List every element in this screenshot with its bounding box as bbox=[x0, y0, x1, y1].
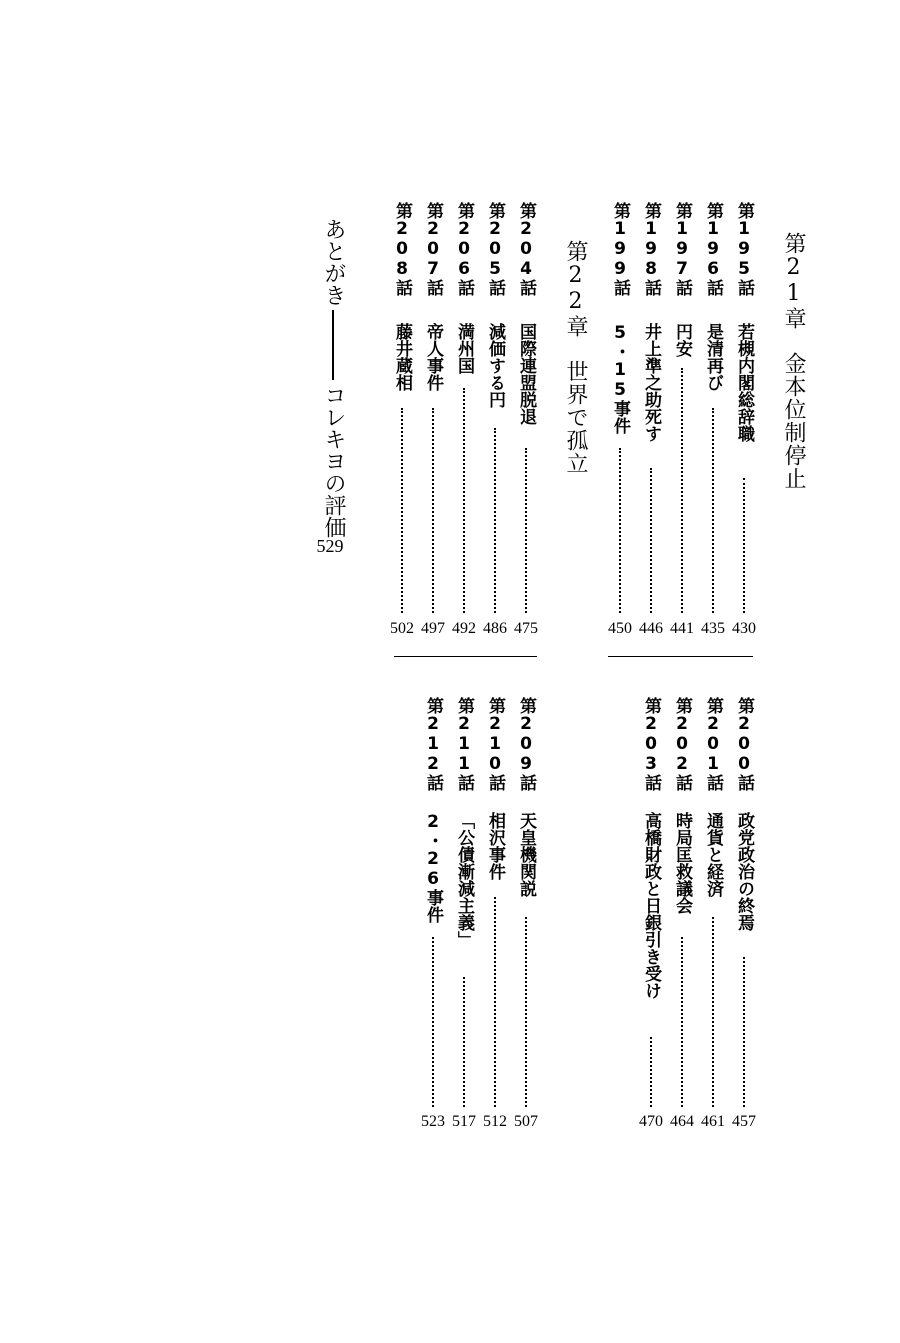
leader-dots bbox=[743, 478, 745, 613]
episode-title: 高橋財政と日銀引き受け bbox=[641, 812, 661, 999]
episode-title: 時局匡救議会 bbox=[672, 812, 692, 914]
leader-dots bbox=[494, 897, 496, 1107]
leader-dots bbox=[681, 368, 683, 613]
page-number: 523 bbox=[421, 1113, 445, 1130]
episode-number: 第195話 bbox=[734, 202, 754, 296]
leader-dots bbox=[432, 937, 434, 1107]
leader-dots bbox=[712, 408, 714, 613]
leader-dots bbox=[681, 937, 683, 1107]
leader-dots bbox=[712, 917, 714, 1107]
afterword-label: あとがき bbox=[321, 218, 346, 306]
episode-title: 通貨と経済 bbox=[703, 812, 723, 897]
afterword-title bbox=[318, 218, 349, 538]
episode-number: 第200話 bbox=[734, 697, 754, 791]
episode-title: 帝人事件 bbox=[423, 323, 443, 391]
afterword-page-number: 529 bbox=[316, 536, 344, 556]
episode-number: 第211話 bbox=[454, 697, 474, 791]
leader-dots bbox=[743, 957, 745, 1107]
episode-title: 2・26事件 bbox=[423, 812, 443, 923]
episode-number: 第196話 bbox=[703, 202, 723, 296]
afterword-subtitle: コレキヨの評価 bbox=[321, 384, 346, 538]
episode-title: 藤井蔵相 bbox=[392, 323, 412, 391]
episode-number: 第203話 bbox=[641, 697, 661, 791]
page-number: 497 bbox=[421, 620, 445, 637]
leader-dots bbox=[432, 408, 434, 613]
episode-title: 政党政治の終焉 bbox=[734, 812, 754, 931]
episode-title: 天皇機関説 bbox=[516, 812, 536, 897]
episode-title: 国際連盟脱退 bbox=[516, 323, 536, 425]
episode-title: 「公債漸減主義」 bbox=[454, 812, 474, 948]
chapter-22-heading bbox=[560, 240, 591, 475]
episode-title: 是清再び bbox=[703, 323, 723, 391]
leader-dots bbox=[619, 448, 621, 613]
page-number: 475 bbox=[514, 620, 538, 637]
page-number: 461 bbox=[701, 1113, 725, 1130]
episode-number: 第208話 bbox=[392, 202, 412, 296]
episode-number: 第210話 bbox=[485, 697, 505, 791]
page-number: 430 bbox=[732, 620, 756, 637]
leader-dots bbox=[525, 448, 527, 613]
episode-number: 第204話 bbox=[516, 202, 536, 296]
chapter-label: 第22章 bbox=[563, 240, 588, 338]
episode-title: 井上準之助死す bbox=[641, 323, 661, 442]
page-number: 464 bbox=[670, 1113, 694, 1130]
episode-title: 若槻内閣総辞職 bbox=[734, 323, 754, 442]
leader-dots bbox=[401, 408, 403, 613]
chapter-title: 金本位制停止 bbox=[781, 352, 806, 490]
page-number: 441 bbox=[670, 620, 694, 637]
page-number: 470 bbox=[639, 1113, 663, 1130]
page-number: 492 bbox=[452, 620, 476, 637]
episode-number: 第206話 bbox=[454, 202, 474, 296]
page-number: 457 bbox=[732, 1113, 756, 1130]
page-number: 446 bbox=[639, 620, 663, 637]
section-divider bbox=[608, 656, 753, 657]
leader-dots bbox=[463, 388, 465, 613]
episode-number: 第207話 bbox=[423, 202, 443, 296]
page-number: 507 bbox=[514, 1113, 538, 1130]
episode-title: 減価する円 bbox=[485, 323, 505, 408]
chapter-label: 第21章 bbox=[781, 232, 806, 330]
leader-dots bbox=[494, 428, 496, 613]
episode-number: 第197話 bbox=[672, 202, 692, 296]
episode-title: 円安 bbox=[672, 323, 692, 357]
leader-dots bbox=[463, 977, 465, 1107]
page-number: 486 bbox=[483, 620, 507, 637]
leader-dots bbox=[525, 917, 527, 1107]
episode-number: 第198話 bbox=[641, 202, 661, 296]
page-number: 517 bbox=[452, 1113, 476, 1130]
episode-title: 満州国 bbox=[454, 323, 474, 374]
episode-number: 第209話 bbox=[516, 697, 536, 791]
episode-number: 第212話 bbox=[423, 697, 443, 791]
section-divider bbox=[394, 656, 537, 657]
episode-number: 第201話 bbox=[703, 697, 723, 791]
page-number: 450 bbox=[608, 620, 632, 637]
em-dash bbox=[332, 310, 334, 380]
page-number: 512 bbox=[483, 1113, 507, 1130]
episode-title: 5・15事件 bbox=[610, 323, 630, 434]
episode-number: 第205話 bbox=[485, 202, 505, 296]
episode-number: 第199話 bbox=[610, 202, 630, 296]
page-number: 502 bbox=[390, 620, 414, 637]
page-number: 435 bbox=[701, 620, 725, 637]
leader-dots bbox=[650, 1037, 652, 1107]
leader-dots bbox=[650, 468, 652, 613]
chapter-title: 世界で孤立 bbox=[563, 360, 588, 475]
episode-title: 相沢事件 bbox=[485, 812, 505, 880]
chapter-21-heading bbox=[778, 232, 809, 490]
episode-number: 第202話 bbox=[672, 697, 692, 791]
